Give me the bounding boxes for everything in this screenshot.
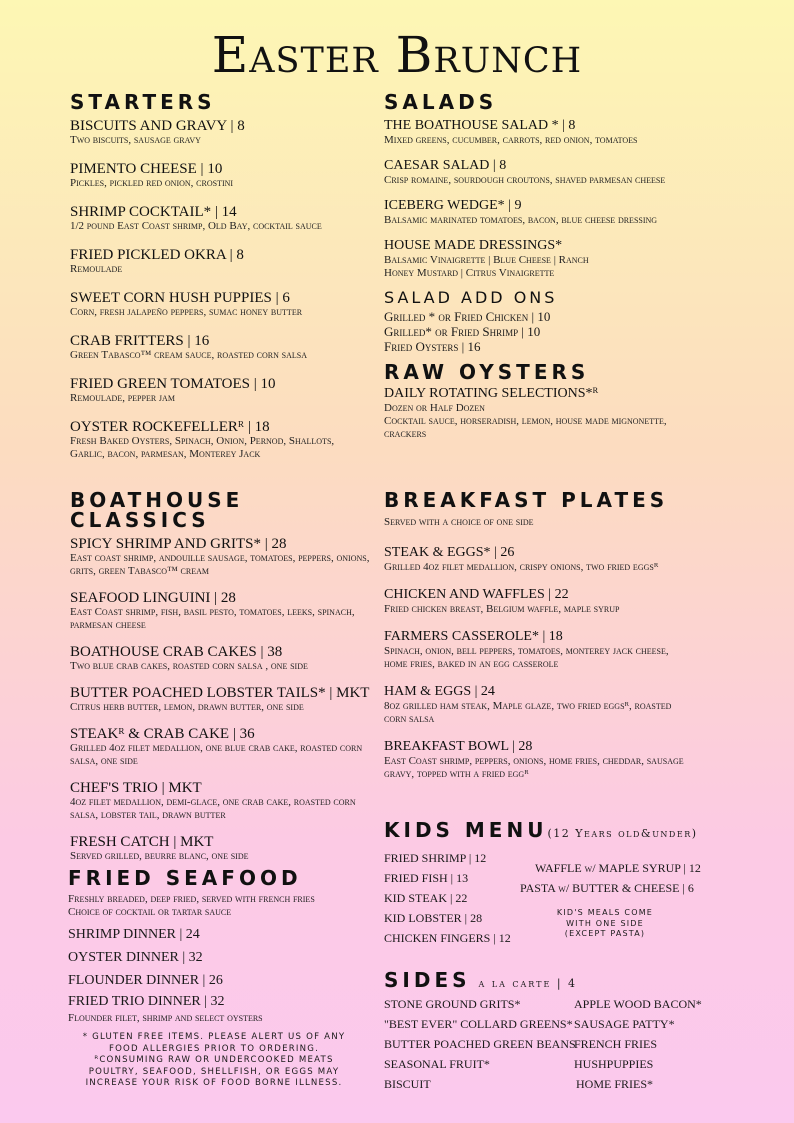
sides-section bbox=[384, 968, 714, 1091]
item-name: OYSTER ROCKEFELLERᴿ | 18 bbox=[70, 419, 270, 435]
kids-item: WAFFLE w/ MAPLE SYRUP | 12 bbox=[535, 861, 701, 875]
menu-item bbox=[384, 587, 694, 616]
item-name: FARMERS CASSEROLE* | 18 bbox=[384, 629, 563, 644]
item-desc: Served grilled, beurre blanc, one side bbox=[70, 850, 249, 862]
footnote-line: * GLUTEN FREE ITEMS. PLEASE ALERT US OF ANY bbox=[82, 1032, 346, 1042]
add-on-line: Fried Oysters | 16 bbox=[384, 339, 481, 354]
item-name: SPICY SHRIMP AND GRITS* | 28 bbox=[70, 536, 287, 552]
raw-oysters-heading: RAW OYSTERS bbox=[384, 360, 590, 384]
footnote-line: INCREASE YOUR RISK OF FOOD BORNE ILLNESS. bbox=[85, 1078, 343, 1088]
fried-seafood-section bbox=[68, 868, 372, 1090]
item-desc: Fried chicken breast, Belgium waffle, maple syrup bbox=[384, 603, 620, 615]
item-desc: Corn, fresh jalapeño peppers, sumac honey butter bbox=[70, 306, 303, 318]
menu-item bbox=[384, 629, 694, 671]
item-name: ICEBERG WEDGE* | 9 bbox=[384, 198, 522, 213]
item-name: HOUSE MADE DRESSINGS* bbox=[384, 238, 563, 253]
item-desc: Two biscuits, sausage gravy bbox=[70, 134, 201, 146]
item-name: BISCUITS AND GRAVY | 8 bbox=[70, 118, 245, 134]
kids-note-line: WITH ONE SIDE bbox=[566, 918, 644, 928]
item-desc: Crisp romaine, sourdough croutons, shaved parmesan cheese bbox=[384, 174, 666, 186]
boathouse-classics-heading: BOATHOUSE CLASSICS bbox=[70, 488, 244, 532]
menu-item bbox=[384, 684, 694, 726]
item-desc: Grilled 4oz filet medallion, crispy onions, two fried eggsᴿ bbox=[384, 561, 659, 573]
item-name: CHICKEN AND WAFFLES | 22 bbox=[384, 587, 569, 602]
menu-item bbox=[70, 685, 370, 714]
menu-item bbox=[70, 536, 370, 578]
item-desc: Flounder filet, shrimp and select oysters bbox=[68, 1012, 263, 1024]
boathouse-classics-section bbox=[70, 490, 370, 863]
item-name: THE BOATHOUSE SALAD * | 8 bbox=[384, 118, 576, 133]
item-desc: 1/2 pound East Coast shrimp, Old Bay, cocktail sauce bbox=[70, 220, 322, 232]
item-desc: Spinach, onion, bell peppers, tomatoes, monterey jack cheese, home fries, baked in an egg casserole bbox=[384, 645, 669, 670]
footnote-line: POULTRY, SEAFOOD, SHELLFISH, OR EGGS MAY bbox=[88, 1066, 340, 1077]
side-item: BUTTER POACHED GREEN BEANS bbox=[384, 1037, 576, 1051]
kids-note-line: KID'S MEALS COME bbox=[556, 908, 654, 917]
item-name: BREAKFAST BOWL | 28 bbox=[384, 739, 533, 754]
kids-menu-subheading: (12 Years old&under) bbox=[547, 827, 698, 840]
kids-menu-heading: KIDS MENU bbox=[384, 818, 548, 842]
item-desc: East coast shrimp, andouille sausage, tomatoes, peppers, onions, grits, green Tabasco™ cream bbox=[70, 552, 370, 577]
kids-item: KID STEAK | 22 bbox=[384, 891, 468, 905]
menu-title: Easter Brunch bbox=[211, 26, 583, 84]
menu-item bbox=[70, 290, 370, 319]
item-desc: Choice of cocktail or tartar sauce bbox=[68, 906, 232, 918]
item-desc: East Coast shrimp, peppers, onions, home fries, cheddar, sausage gravy, topped with a fried eggᴿ bbox=[384, 755, 684, 780]
menu-item bbox=[384, 118, 704, 147]
salads-heading: SALADS bbox=[384, 90, 498, 114]
item-desc: East Coast shrimp, fish, basil pesto, tomatoes, leeks, spinach, parmesan cheese bbox=[70, 606, 355, 631]
item-name: CAESAR SALAD | 8 bbox=[384, 158, 507, 173]
kids-item: CHICKEN FINGERS | 12 bbox=[384, 931, 511, 945]
side-item: STONE GROUND GRITS* bbox=[384, 997, 521, 1011]
item-desc: Two blue crab cakes, roasted corn salsa , one side bbox=[70, 660, 308, 672]
item-name: BUTTER POACHED LOBSTER TAILS* | MKT bbox=[70, 685, 370, 701]
menu-item bbox=[70, 161, 370, 190]
salads-section bbox=[384, 92, 704, 441]
menu-item bbox=[70, 204, 370, 233]
breakfast-plates-heading: BREAKFAST PLATES bbox=[384, 488, 669, 512]
item-desc: Mixed greens, cucumber, carrots, red onion, tomatoes bbox=[384, 134, 638, 146]
item-name: CRAB FRITTERS | 16 bbox=[70, 333, 210, 349]
kids-item: FRIED SHRIMP | 12 bbox=[384, 851, 487, 865]
kids-note bbox=[520, 908, 690, 940]
footnote-line: FOOD ALLERGIES PRIOR TO ORDERING. bbox=[108, 1043, 320, 1054]
menu-item bbox=[384, 158, 704, 187]
menu-item bbox=[384, 545, 694, 574]
item-desc: Remoulade bbox=[70, 263, 123, 275]
menu-item bbox=[70, 419, 370, 461]
sides-subheading: a la carte | 4 bbox=[478, 977, 578, 990]
side-item: HUSHPUPPIES bbox=[574, 1057, 654, 1071]
side-item: HOME FRIES* bbox=[576, 1077, 654, 1091]
item-name: STEAK & EGGS* | 26 bbox=[384, 545, 515, 560]
item-name: SHRIMP COCKTAIL* | 14 bbox=[70, 204, 237, 220]
item-desc: 8oz grilled ham steak, Maple glaze, two fried eggsᴿ, roasted corn salsa bbox=[384, 700, 672, 725]
allergy-footnote bbox=[68, 1032, 360, 1090]
item-name: SEAFOOD LINGUINI | 28 bbox=[70, 590, 236, 606]
add-on-line: Grilled* or Fried Shrimp | 10 bbox=[384, 324, 541, 339]
sides-heading: SIDES bbox=[384, 968, 471, 992]
item-name: BOATHOUSE CRAB CAKES | 38 bbox=[70, 644, 283, 660]
item-desc: Served with a choice of one side bbox=[384, 516, 534, 528]
salad-add-ons-heading: SALAD ADD ONS bbox=[384, 288, 558, 307]
item-name: FRESH CATCH | MKT bbox=[70, 834, 214, 850]
item-desc: Cocktail sauce, horseradish, lemon, house made mignonette, crackers bbox=[384, 415, 667, 440]
add-on-line: Grilled * or Fried Chicken | 10 bbox=[384, 309, 551, 324]
kids-item: PASTA w/ BUTTER & CHEESE | 6 bbox=[520, 881, 694, 895]
kids-item: KID LOBSTER | 28 bbox=[384, 911, 483, 925]
kids-menu-section bbox=[384, 820, 714, 948]
fried-item: FRIED TRIO DINNER | 32 bbox=[68, 994, 225, 1009]
menu-item bbox=[70, 644, 370, 673]
menu-item bbox=[384, 238, 704, 280]
item-desc: Green Tabasco™ cream sauce, roasted corn salsa bbox=[70, 349, 307, 361]
menu-item bbox=[70, 834, 370, 863]
menu-item bbox=[70, 780, 370, 822]
menu-item bbox=[70, 333, 370, 362]
item-desc: Citrus herb butter, lemon, drawn butter, one side bbox=[70, 701, 304, 713]
side-item: "BEST EVER" COLLARD GREENS* bbox=[384, 1017, 573, 1031]
fried-item: OYSTER DINNER | 32 bbox=[68, 950, 203, 965]
item-desc: Pickles, pickled red onion, crostini bbox=[70, 177, 234, 189]
side-item: APPLE WOOD BACON* bbox=[574, 997, 702, 1011]
item-name: STEAKᴿ & CRAB CAKE | 36 bbox=[70, 726, 255, 742]
item-desc: Dozen or Half Dozen bbox=[384, 402, 485, 414]
menu-item bbox=[384, 198, 704, 227]
item-name: HAM & EGGS | 24 bbox=[384, 684, 495, 699]
item-desc: Balsamic marinated tomatoes, bacon, blue cheese dressing bbox=[384, 214, 658, 226]
menu-item bbox=[70, 590, 370, 632]
item-desc: Grilled 4oz filet medallion, one blue crab cake, roasted corn salsa, one side bbox=[70, 742, 363, 767]
item-desc: Honey Mustard | Citrus Vinaigrette bbox=[384, 267, 555, 279]
side-item: SAUSAGE PATTY* bbox=[574, 1017, 675, 1031]
side-item: SEASONAL FRUIT* bbox=[384, 1057, 490, 1071]
item-name: FRIED PICKLED OKRA | 8 bbox=[70, 247, 244, 263]
starters-section bbox=[70, 92, 370, 475]
item-desc: 4oz filet medallion, demi-glace, one crab cake, roasted corn salsa, lobster tail, drawn butter bbox=[70, 796, 356, 821]
item-desc: Fresh Baked Oysters, Spinach, Onion, Pernod, Shallots, Garlic, bacon, parmesan, Monterey Jack bbox=[70, 435, 335, 460]
item-name: SWEET CORN HUSH PUPPIES | 6 bbox=[70, 290, 290, 306]
item-name: CHEF'S TRIO | MKT bbox=[70, 780, 202, 796]
fried-item: SHRIMP DINNER | 24 bbox=[68, 927, 200, 942]
menu-item bbox=[70, 726, 370, 768]
menu-item bbox=[384, 739, 694, 781]
side-item: FRENCH FRIES bbox=[574, 1037, 658, 1051]
footnote-line: ᴿCONSUMING RAW OR UNDERCOOKED MEATS bbox=[94, 1055, 334, 1065]
kids-item: FRIED FISH | 13 bbox=[384, 871, 469, 885]
item-desc: Freshly breaded, deep fried, served with french fries bbox=[68, 893, 315, 905]
fried-seafood-heading: FRIED SEAFOOD bbox=[68, 866, 302, 890]
side-item: BISCUIT bbox=[384, 1077, 431, 1091]
menu-item bbox=[70, 376, 370, 405]
item-name: PIMENTO CHEESE | 10 bbox=[70, 161, 223, 177]
menu-item bbox=[70, 247, 370, 276]
item-desc: Remoulade, pepper jam bbox=[70, 392, 175, 404]
breakfast-plates-section bbox=[384, 490, 694, 781]
menu-item bbox=[70, 118, 370, 147]
kids-note-line: (EXCEPT PASTA) bbox=[564, 929, 646, 938]
starters-heading: STARTERS bbox=[70, 90, 216, 114]
item-name: DAILY ROTATING SELECTIONS*ᴿ bbox=[384, 386, 599, 401]
item-desc: Balsamic Vinaigrette | Blue Cheese | Ranch bbox=[384, 254, 589, 266]
fried-item: FLOUNDER DINNER | 26 bbox=[68, 973, 223, 988]
item-name: FRIED GREEN TOMATOES | 10 bbox=[70, 376, 276, 392]
